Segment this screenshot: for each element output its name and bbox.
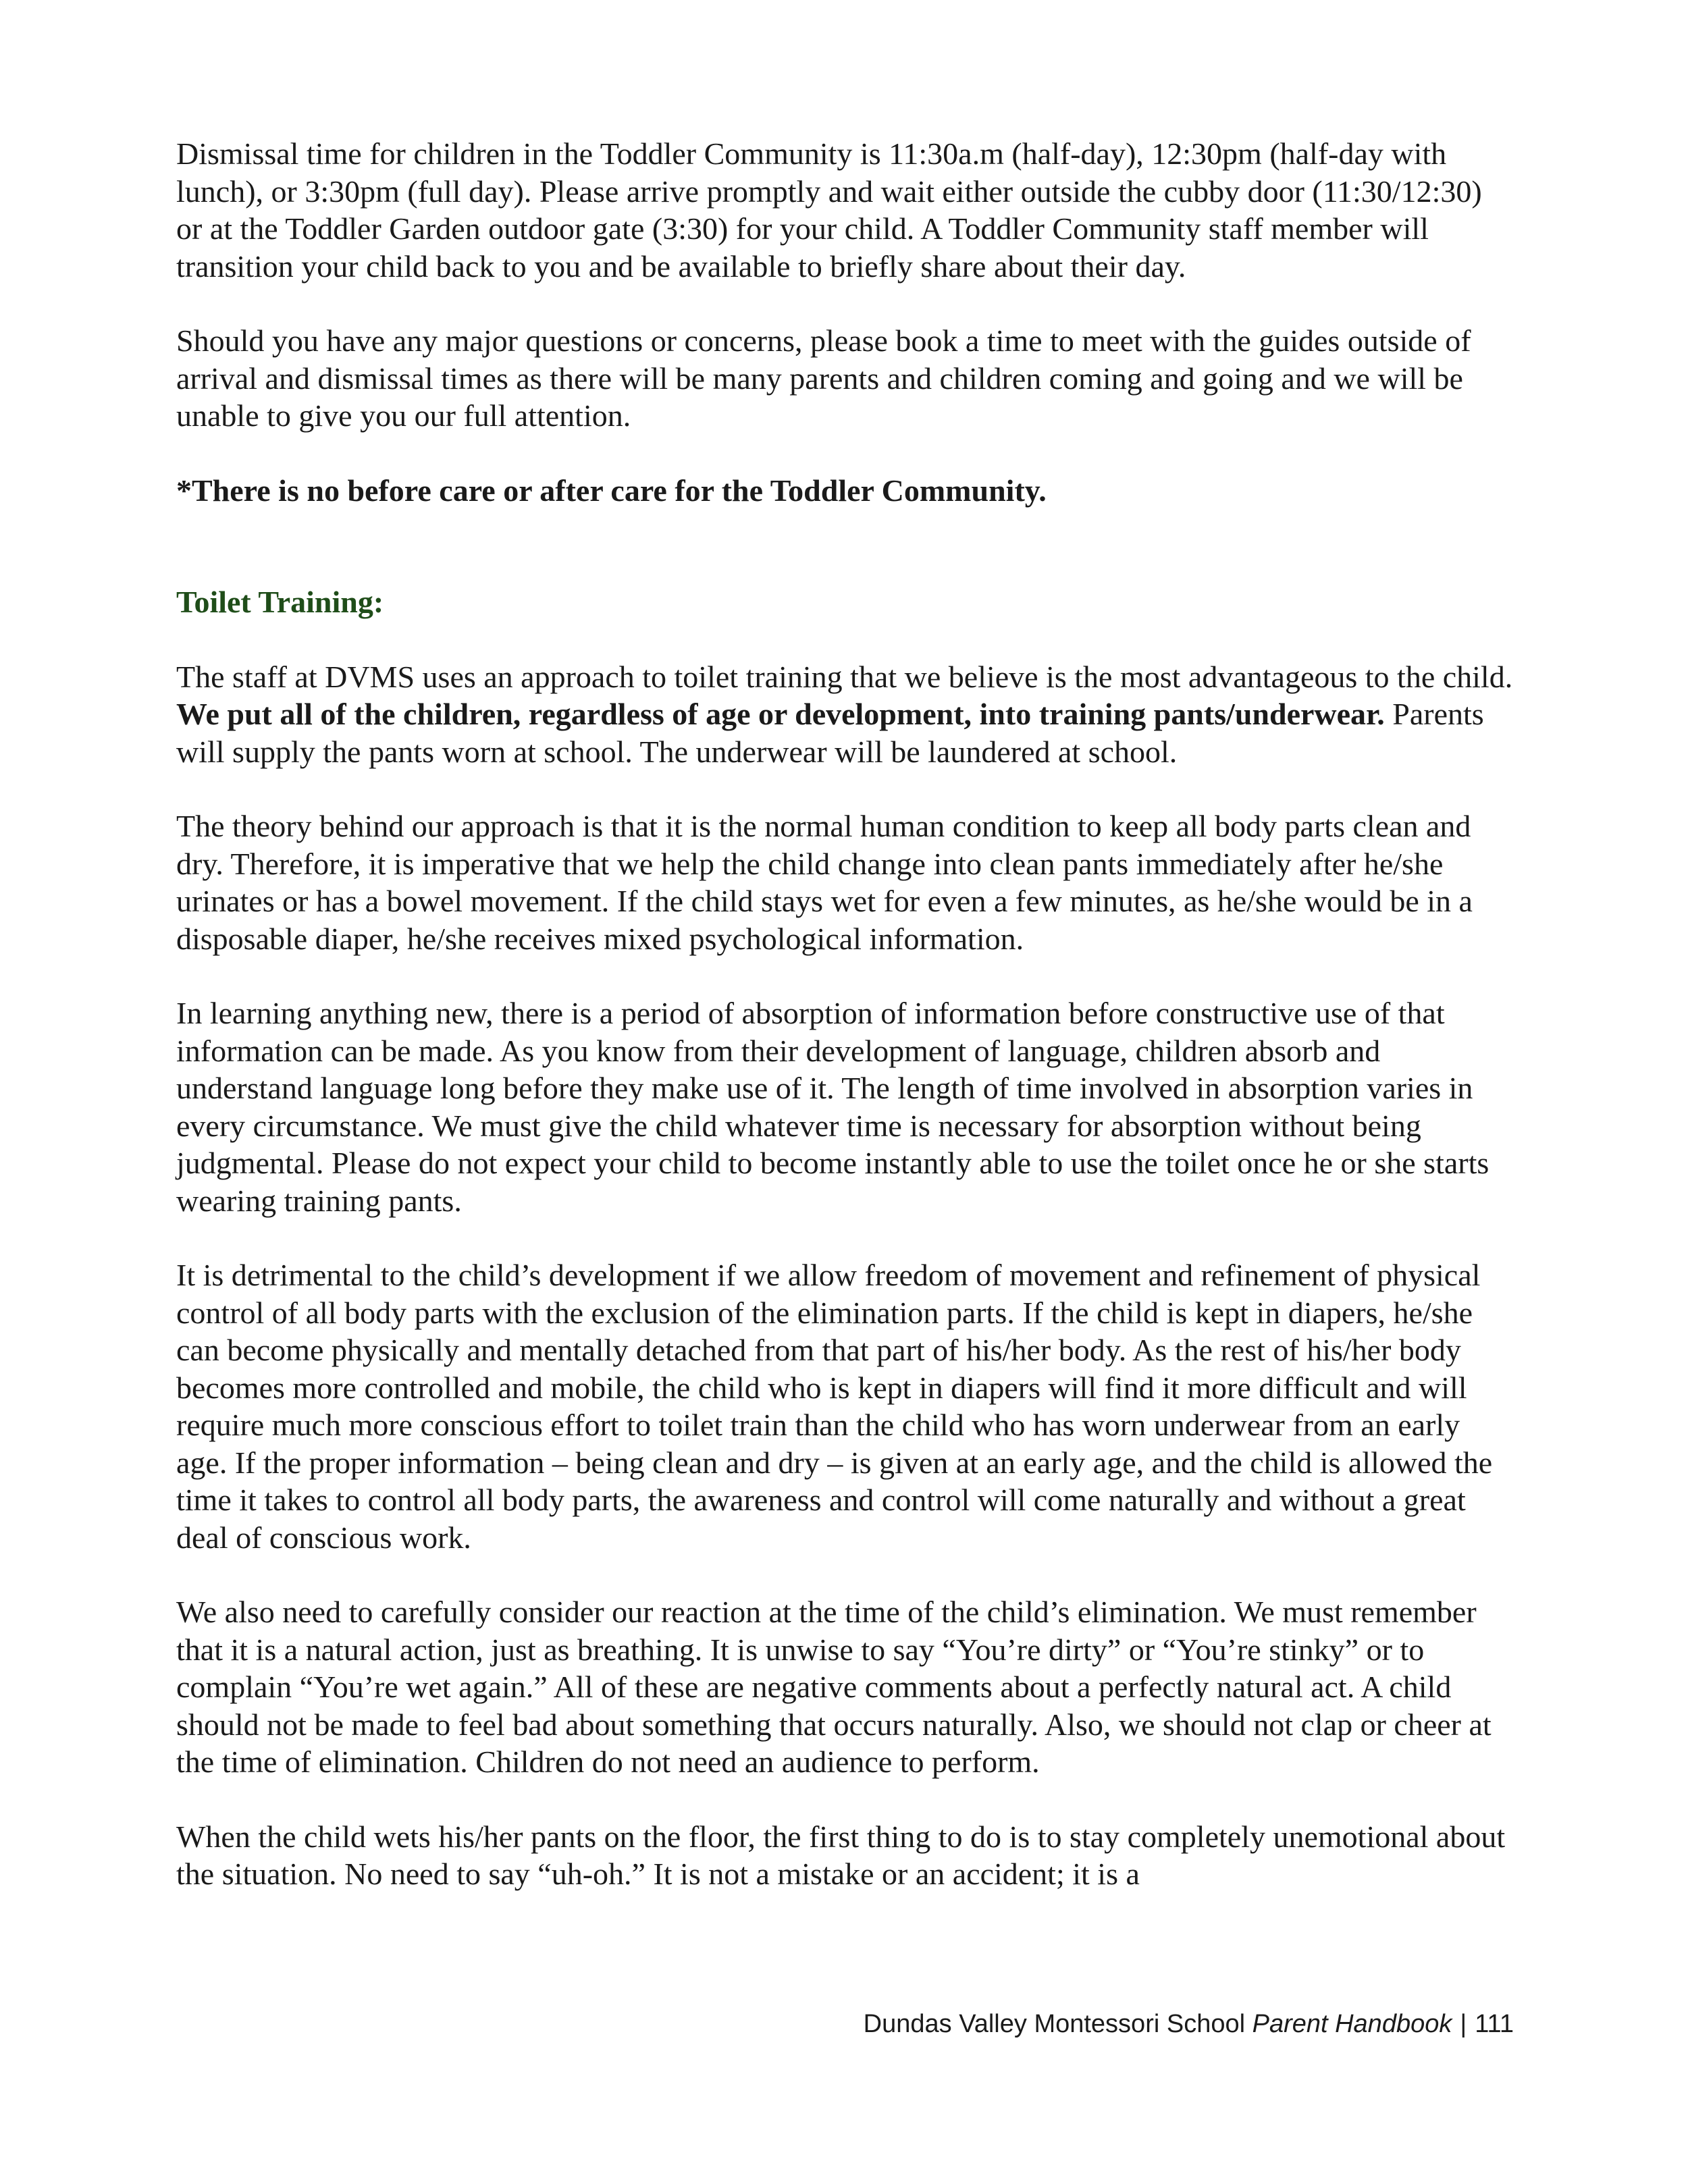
learning-paragraph: In learning anything new, there is a period of absorption of information before constructive use of that information can be made. As you know from their development of language, children absorb and understand language long before they make use of it. The length of time involved in absorption varies in every circumstance. We must give the child whatever time is necessary for absorption without being judgmental. Please do not expect your child to become instantly able to use the toilet once he or she starts wearing training pants. — [176, 996, 1489, 1218]
approach-text-start: The staff at DVMS uses an approach to toilet training that we believe is the most advantageous to the child. — [176, 659, 1513, 694]
page-body — [176, 135, 1513, 1930]
approach-paragraph — [176, 658, 1513, 771]
footer-handbook-title: Parent Handbook — [1252, 2010, 1452, 2038]
footer-school-name: Dundas Valley Montessori School — [863, 2010, 1252, 2038]
dismissal-paragraph: Dismissal time for children in the Toddler Community is 11:30a.m (half-day), 12:30pm (half-day with lunch), or 3:30pm (full day). Please arrive promptly and wait either outside the cubby door (11:30/12:30) or at the Toddler Garden outdoor gate (3:30) for your child. A Toddler Community staff member will transition your child back to you and be available to briefly share about their day. — [176, 136, 1482, 284]
approach-text-bold: We put all of the children, regardless of age or development, into training pants/underwear. — [176, 697, 1385, 731]
detrimental-paragraph: It is detrimental to the child’s development if we allow freedom of movement and refinement of physical control of all body parts with the exclusion of the elimination parts. If the child is kept in diapers, he/she can become physically and mentally detached from that part of his/her body. As the rest of his/her body becomes more controlled and mobile, the child who is kept in diapers will find it more difficult and will require much more conscious effort to toilet train than the child who has worn underwear from an early age. If the proper information – being clean and dry – is given at an early age, and the child is allowed the time it takes to control all body parts, the awareness and control will come naturally and without a great deal of conscious work. — [176, 1258, 1493, 1555]
no-care-note: *There is no before care or after care for the Toddler Community. — [176, 473, 1047, 508]
footer-separator: | — [1460, 2010, 1467, 2038]
approach-text-end: Parents will supply the pants worn at school. The underwear will be laundered at school. — [176, 697, 1484, 769]
theory-paragraph: The theory behind our approach is that it is the normal human condition to keep all body parts clean and dry. Therefore, it is imperative that we help the child change into clean pants immediately after he/she urinates or has a bowel movement. If the child stays wet for even a few minutes, as he/she would be in a disposable diaper, he/she receives mixed psychological information. — [176, 809, 1473, 956]
questions-paragraph: Should you have any major questions or concerns, please book a time to meet with the guides outside of arrival and dismissal times as there will be many parents and children coming and going and we will be unable to give you our full attention. — [176, 323, 1471, 433]
page-footer — [797, 2008, 1514, 2040]
wets-paragraph: When the child wets his/her pants on the floor, the first thing to do is to stay completely unemotional about the situation. No need to say “uh-oh.” It is not a mistake or an accident; it is a — [176, 1819, 1506, 1891]
reaction-paragraph: We also need to carefully consider our reaction at the time of the child’s elimination. We must remember that it is a natural action, just as breathing. It is unwise to say “You’re dirty” or “You’re stinky” or to complain “You’re wet again.” All of these are negative comments about a perfectly natural act. A child should not be made to feel bad about something that occurs naturally. Also, we should not clap or cheer at the time of elimination. Children do not need an audience to perform. — [176, 1595, 1492, 1779]
page-number: 111 — [1475, 2010, 1514, 2038]
toilet-training-heading: Toilet Training: — [176, 585, 384, 619]
